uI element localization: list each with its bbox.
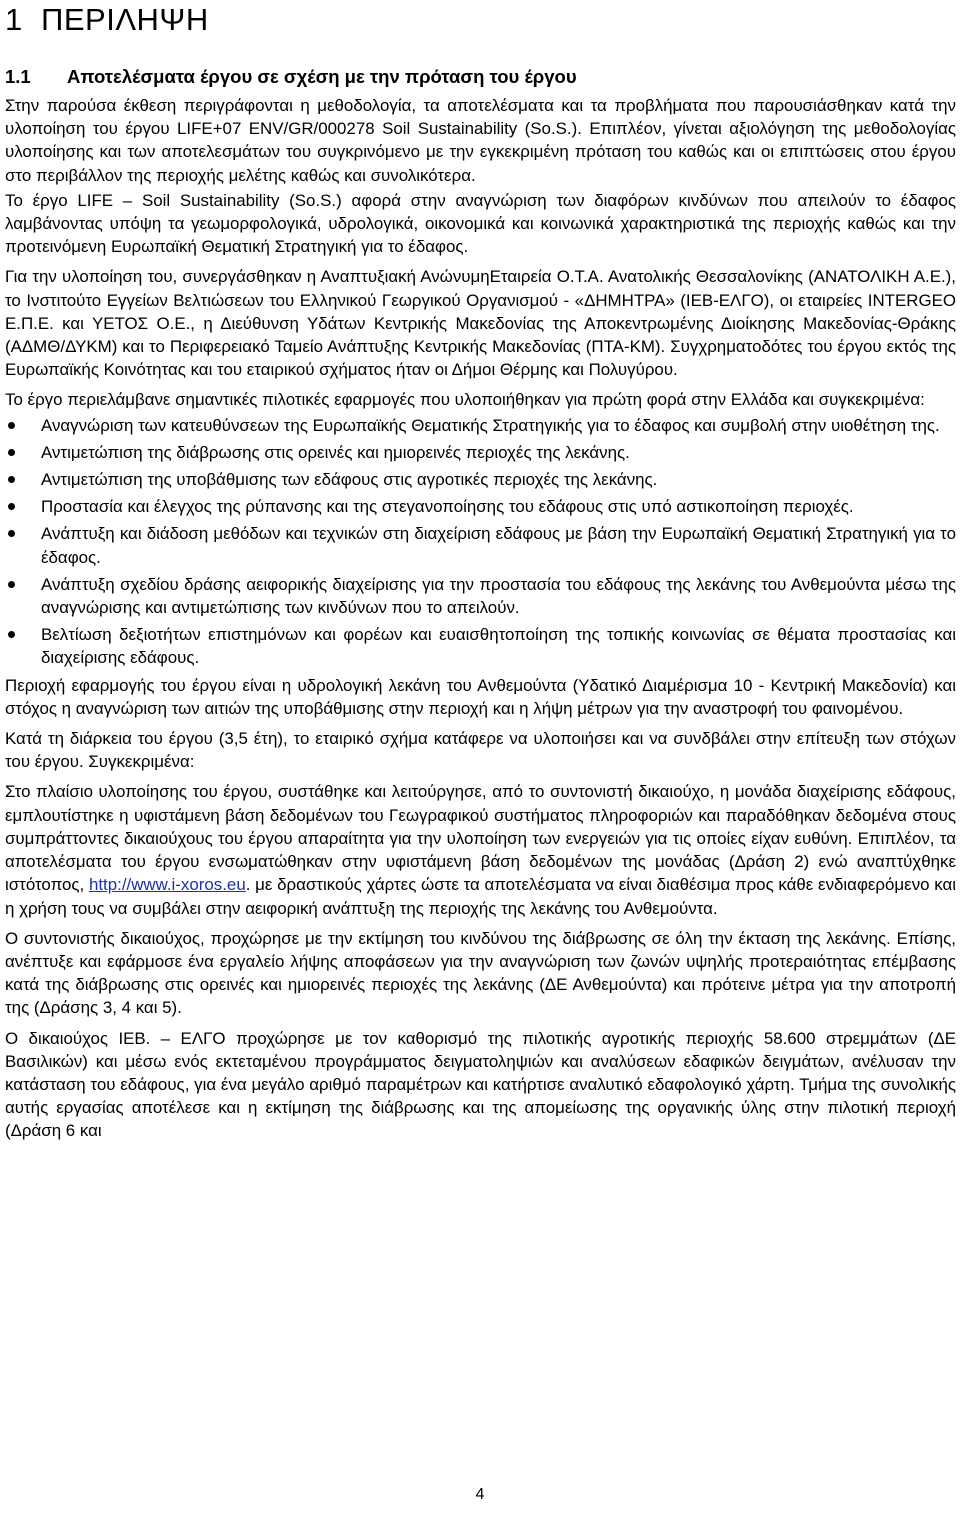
paragraph-text: Στο πλαίσιο υλοποίησης του έργου, συστάθηκε και λειτούργησε, από το συντονιστή δικαιούχο, η μονάδα διαχείρισης εδάφους, εμπλουτίστηκε η υφιστάμενη βάση δεδομένων του Γεωγραφικού συστήματος πληροφοριών και παραδόθηκαν δεδομένα στους συμπράττοντες δικαιούχους του έργου απαραίτητα για την υλοποίηση των ενεργειών για τις οποίες είχαν ευθύνη. Επιπλέον, τα αποτελέσματα του έργου ενσωματώθηκαν στην υφιστάμενη βάση δεδομένων της μονάδας (Δράση 2) ενώ αναπτύχθηκε ιστότοπος, <box>5 782 956 895</box>
list-item-text: Προστασία και έλεγχος της ρύπανσης και της στεγανοποίησης του εδάφους στις υπό αστικοποίηση περιοχές. <box>41 497 854 517</box>
list-item <box>5 573 956 619</box>
list-item <box>5 623 956 669</box>
list-item <box>5 522 956 568</box>
list-item-text: Ανάπτυξη σχεδίου δράσης αειφορικής διαχείρισης για την προστασία του εδάφους της λεκάνης του Ανθεμούντα μέσω της αναγνώρισης και αντιμετώπισης των κινδύνων που το απειλούν. <box>41 574 956 618</box>
list-item-text: Ανάπτυξη και διάδοση μεθόδων και τεχνικών στη διαχείριση εδάφους με βάση την Ευρωπαϊκή Θεματική Στρατηγική για το έδαφος. <box>41 524 956 567</box>
list-item-text: Αντιμετώπιση της διάβρωσης στις ορεινές και ημιορεινές περιοχές της λεκάνης. <box>41 442 630 462</box>
website-link[interactable]: http://www.i-xoros.eu <box>88 875 246 895</box>
list-item <box>5 495 956 518</box>
bullet-icon <box>8 449 15 456</box>
heading-2 <box>5 66 956 88</box>
paragraph: Στην παρούσα έκθεση περιγράφονται η μεθοδολογία, τα αποτελέσματα και τα προβλήματα που παρουσιάσθηκαν κατά την υλοποίηση του έργου LIFE+07 ENV/GR/000278 Soil Sustainability (So.S.). Επιπλέον, γίνεται αξιολόγηση της μεθοδολογίας υλοποίησης και των αποτελεσμάτων του συγκρινόμενο με την εγκεκριμένη πρόταση του καθώς και οι επιπτώσεις στου έργου στο περιβάλλον της περιοχής μελέτης καθώς και συνολικότερα. <box>5 96 956 185</box>
paragraph-text: . με δραστικούς χάρτες ώστε τα αποτελέσματα να είναι διαθέσιμα προς κάθε ενδιαφερόμενο και η χρήση τους να συμβάλει στην αειφορική ανάπτυξη της περιοχής της λεκάνης του Ανθεμούντα. <box>5 875 956 918</box>
bullet-icon <box>8 530 15 537</box>
heading-2-number: 1.1 <box>5 66 31 87</box>
list-item-text: Βελτίωση δεξιοτήτων επιστημόνων και φορέων και ευαισθητοποίηση της τοπικής κοινωνίας σε θέματα προστασίας και διαχείρισης εδάφους. <box>41 625 956 668</box>
paragraph: Ο δικαιούχος ΙΕΒ. – ΕΛΓΟ προχώρησε με τον καθορισμό της πιλοτικής αγροτικής περιοχής 58.600 στρεμμάτων (ΔΕ Βασιλικών) και μέσω ενός εκτεταμένου προγράμματος δειγματοληψιών και αναλύσεων εδαφικών δειγμάτων, ανέλυσαν την κατάσταση του εδάφους, για ένα μεγάλο αριθμό παραμέτρων και κατήρτισε αναλυτικό εδαφολογικό χάρτη. Τμήμα της συνολικής αυτής εργασίας αποτέλεσε και η εκτίμηση της διάβρωσης και της απομείωσης της οργανικής ύλης στην πιλοτική περιοχή (Δράση 6 και <box>5 1028 956 1141</box>
paragraph: Ο συντονιστής δικαιούχος, προχώρησε με την εκτίμηση του κινδύνου της διάβρωσης σε όλη την έκταση της λεκάνης. Επίσης, ανέπτυξε και εφάρμοσε ένα εργαλείο λήψης αποφάσεων για την αναγνώριση των ζωνών υψηλής προτεραιότητας επέμβασης κατά της διάβρωσης στις ορεινές και ημιορεινές περιοχές της λεκάνης (ΔΕ Ανθεμούντα) και πρότεινε μέτρα για την αποτροπή της (Δράσης 3, 4 και 5). <box>5 928 956 1018</box>
body-text <box>5 94 956 1143</box>
bullet-list <box>5 414 956 670</box>
heading-1-number: 1 <box>5 2 23 37</box>
list-item-text: Αναγνώριση των κατευθύνσεων της Ευρωπαϊκής Θεματικής Στρατηγικής για το έδαφος και συμβολή στην υιοθέτηση της. <box>41 415 940 435</box>
paragraph-with-link <box>5 780 956 919</box>
list-item-text: Αντιμετώπιση της υποβάθμισης των εδάφους στις αγροτικές περιοχές της λεκάνης. <box>41 470 658 490</box>
bullet-icon <box>8 631 15 638</box>
bullet-icon <box>8 422 15 429</box>
paragraph: Κατά τη διάρκεια του έργου (3,5 έτη), το εταιρικό σχήμα κατάφερε να υλοποιήσει και να συνδβάλει στην επίτευξη των στόχων του έργου. Συγκεκριμένα: <box>5 729 956 772</box>
heading-1 <box>5 0 956 40</box>
page-number: 4 <box>475 1486 485 1503</box>
list-item <box>5 414 956 437</box>
paragraph: Το έργο LIFE – Soil Sustainability (So.S.) αφορά στην αναγνώριση των διαφόρων κινδύνων που απειλούν το έδαφος λαμβάνοντας υπόψη τα γεωμορφολογικά, υδρολογικά, οικονομικά και κοινωνικά χαρακτηριστικά της περιοχής καθώς και την προτεινόμενη Ευρωπαϊκή Θεματική Στρατηγική για το έδαφος. <box>5 190 956 257</box>
bullet-icon <box>8 476 15 483</box>
bullet-icon <box>8 581 15 588</box>
list-item <box>5 468 956 491</box>
heading-1-title: ΠΕΡΙΛΗΨΗ <box>40 2 209 37</box>
list-item <box>5 441 956 464</box>
heading-2-title: Αποτελέσματα έργου σε σχέση με την πρόταση του έργου <box>67 66 577 87</box>
paragraph: Για την υλοποίηση του, συνεργάσθηκαν η Αναπτυξιακή ΑνώνυμηΕταιρεία Ο.Τ.Α. Ανατολικής Θεσσαλονίκης (ΑΝΑΤΟΛΙΚΗ Α.Ε.), το Ινστιτούτο Εγγείων Βελτιώσεων του Ελληνικού Γεωργικού Οργανισμού - «ΔΗΜΗΤΡΑ» (ΙΕΒ-ΕΛΓΟ), οι εταιρείες INTERGEO Ε.Π.Ε. και ΥΕΤΟΣ Ο.Ε., η Διεύθυνση Υδάτων Κεντρικής Μακεδονίας της Αποκεντρωμένης Διοίκησης Μακεδονίας-Θράκης (ΑΔΜΘ/ΔΥΚΜ) και το Περιφερειακό Ταμείο Ανάπτυξης Κεντρικής Μακεδονίας (ΠΤΑ-ΚΜ). Συγχρηματοδότες του έργου εκτός της Ευρωπαϊκής Κοινότητας και του εταιρικού σχήματος ήταν οι Δήμοι Θέρμης και Πολυγύρου. <box>5 267 956 380</box>
bullet-icon <box>8 503 15 510</box>
paragraph: Το έργο περιελάμβανε σημαντικές πιλοτικές εφαρμογές που υλοποιήθηκαν για πρώτη φορά στην Ελλάδα και συγκεκριμένα: <box>5 390 925 410</box>
paragraph: Περιοχή εφαρμογής του έργου είναι η υδρολογική λεκάνη του Ανθεμούντα (Υδατικό Διαμέρισμα 10 - Κεντρική Μακεδονία) και στόχος η αναγνώριση των αιτιών της υποβάθμισης στην περιοχή και η λήψη μέτρων για την αναστροφή του φαινομένου. <box>5 675 956 718</box>
